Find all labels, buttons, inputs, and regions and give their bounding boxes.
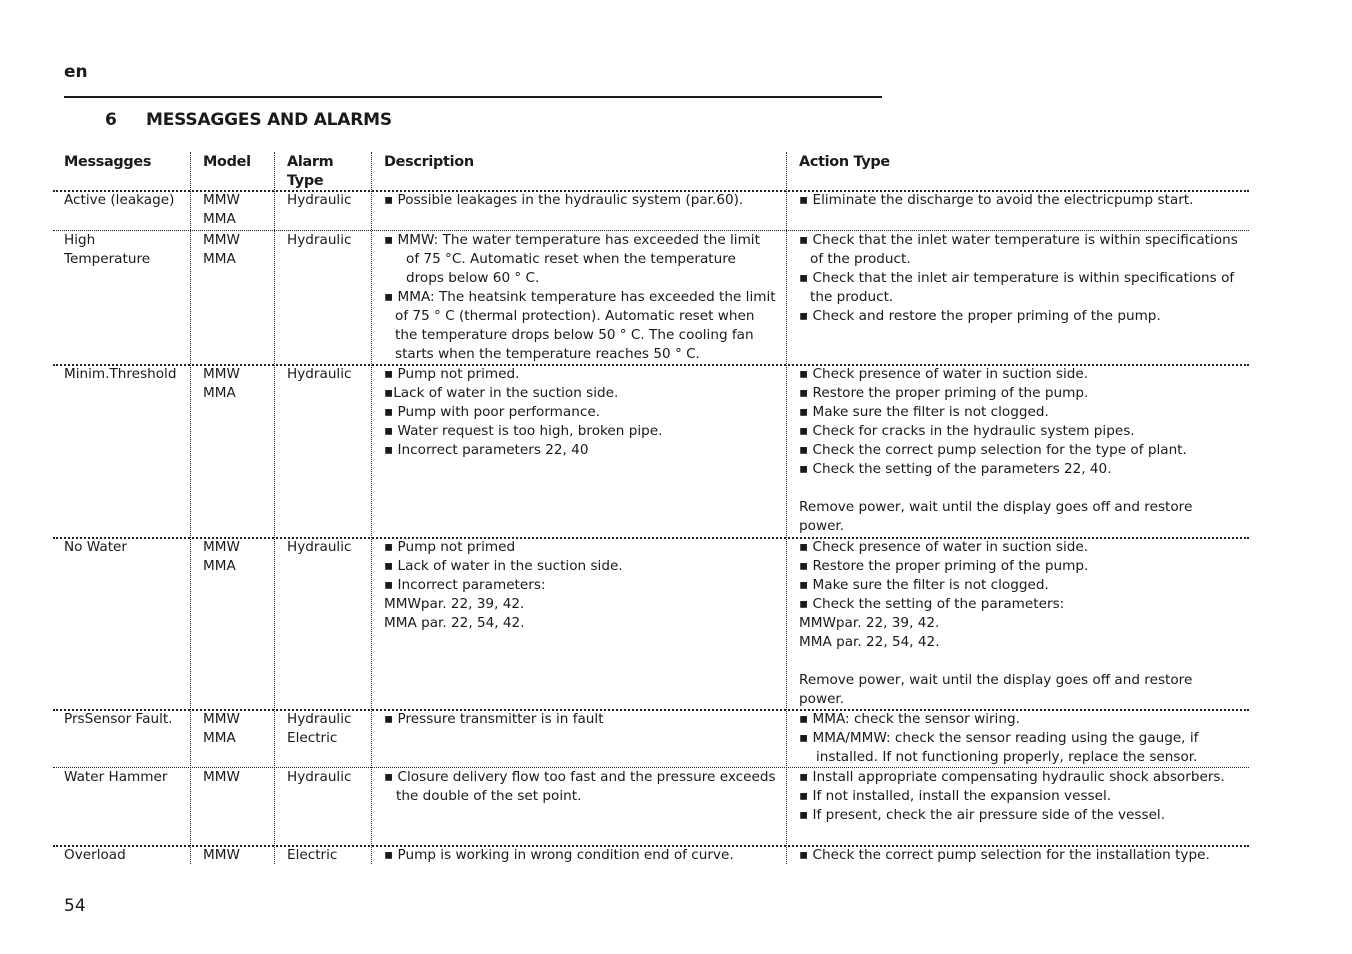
cell-description: ▪ Pump is working in wrong condition end of curve. — [384, 847, 734, 863]
page-number: 54 — [64, 896, 86, 916]
cell-message: Active (leakage) — [64, 192, 175, 208]
cell-action: ▪ Check presence of water in suction side. ▪ Restore the proper priming of the pump. ▪ Make sure the filter is not clogged. ▪ Check for cracks in the hydraulic system pipes. ▪ Check the correct pump selection for the type of plant. ▪ Check the setting of the parameters 22, 40. Remove power, wait until the display goes off and restore power. — [799, 366, 1193, 534]
cell-model: MMW — [203, 847, 240, 863]
cell-description: ▪ MMW: The water temperature has exceeded the limit of 75 °C. Automatic reset when the temperature drops below 60 ° C. ▪ MMA: The heatsink temperature has exceeded the limit of 75 ° C (thermal protection). Automatic reset when the temperature drops below 50 ° C. The cooling fan starts when the temperature reaches 50 ° C. — [384, 232, 776, 362]
col-header-model: Model — [203, 154, 251, 170]
cell-description: ▪ Closure delivery flow too fast and the pressure exceeds the double of the set point. — [384, 769, 776, 804]
cell-alarm-type: Hydraulic — [287, 232, 352, 248]
cell-action: ▪ MMA: check the sensor wiring. ▪ MMA/MMW: check the sensor reading using the gauge, if installed. If not functioning properly, replace the sensor. — [799, 711, 1199, 765]
cell-model: MMW — [203, 769, 240, 785]
cell-alarm-type: Hydraulic — [287, 539, 352, 555]
cell-action: ▪ Eliminate the discharge to avoid the electricpump start. — [799, 192, 1194, 208]
cell-message: No Water — [64, 539, 127, 555]
cell-action: ▪ Check the correct pump selection for the installation type. — [799, 847, 1210, 863]
cell-alarm-type: Hydraulic — [287, 769, 352, 785]
column-divider — [786, 152, 787, 864]
cell-action: ▪ Check that the inlet water temperature is within specifications of the product. ▪ Check that the inlet air temperature is within specifications of the product. ▪ Check and restore the proper priming of the pump. — [799, 232, 1238, 324]
cell-model: MMW MMA — [203, 539, 240, 574]
cell-model: MMW MMA — [203, 366, 240, 401]
cell-message: Minim.Threshold — [64, 366, 177, 382]
cell-alarm-type: Hydraulic Electric — [287, 711, 352, 746]
column-divider — [274, 152, 275, 864]
column-divider — [371, 152, 372, 864]
col-header-alarm-type: Alarm Type — [287, 154, 334, 189]
cell-alarm-type: Hydraulic — [287, 192, 352, 208]
header-rule — [64, 96, 882, 98]
cell-description: ▪ Pressure transmitter is in fault — [384, 711, 604, 727]
cell-description: ▪ Possible leakages in the hydraulic system (par.60). — [384, 192, 744, 208]
cell-message: PrsSensor Fault. — [64, 711, 173, 727]
cell-model: MMW MMA — [203, 711, 240, 746]
section-title: MESSAGGES AND ALARMS — [146, 110, 392, 130]
language-label: en — [64, 62, 88, 82]
cell-message: High Temperature — [64, 232, 151, 267]
cell-action: ▪ Check presence of water in suction side. ▪ Restore the proper priming of the pump. ▪ Make sure the filter is not clogged. ▪ Check the setting of the parameters: MMWpar. 22, 39, 42. MMA par. 22, 54, 42. Remove power, wait until the display goes off and restore power. — [799, 539, 1193, 707]
section-number: 6 — [105, 110, 117, 130]
col-header-messages: Messagges — [64, 154, 152, 170]
cell-description: ▪ Pump not primed ▪ Lack of water in the suction side. ▪ Incorrect parameters: MMWpar. 22, 39, 42. MMA par. 22, 54, 42. — [384, 539, 623, 631]
col-header-action-type: Action Type — [799, 154, 890, 170]
cell-model: MMW MMA — [203, 232, 240, 267]
cell-message: Overload — [64, 847, 126, 863]
column-divider — [190, 152, 191, 864]
cell-model: MMW MMA — [203, 192, 240, 227]
cell-message: Water Hammer — [64, 769, 168, 785]
cell-action: ▪ Install appropriate compensating hydraulic shock absorbers. ▪ If not installed, install the expansion vessel. ▪ If present, check the air pressure side of the vessel. — [799, 769, 1225, 823]
cell-description: ▪ Pump not primed. ▪Lack of water in the suction side. ▪ Pump with poor performance. ▪ Water request is too high, broken pipe. ▪ Incorrect parameters 22, 40 — [384, 366, 663, 458]
cell-alarm-type: Electric — [287, 847, 338, 863]
col-header-description: Description — [384, 154, 474, 170]
cell-alarm-type: Hydraulic — [287, 366, 352, 382]
